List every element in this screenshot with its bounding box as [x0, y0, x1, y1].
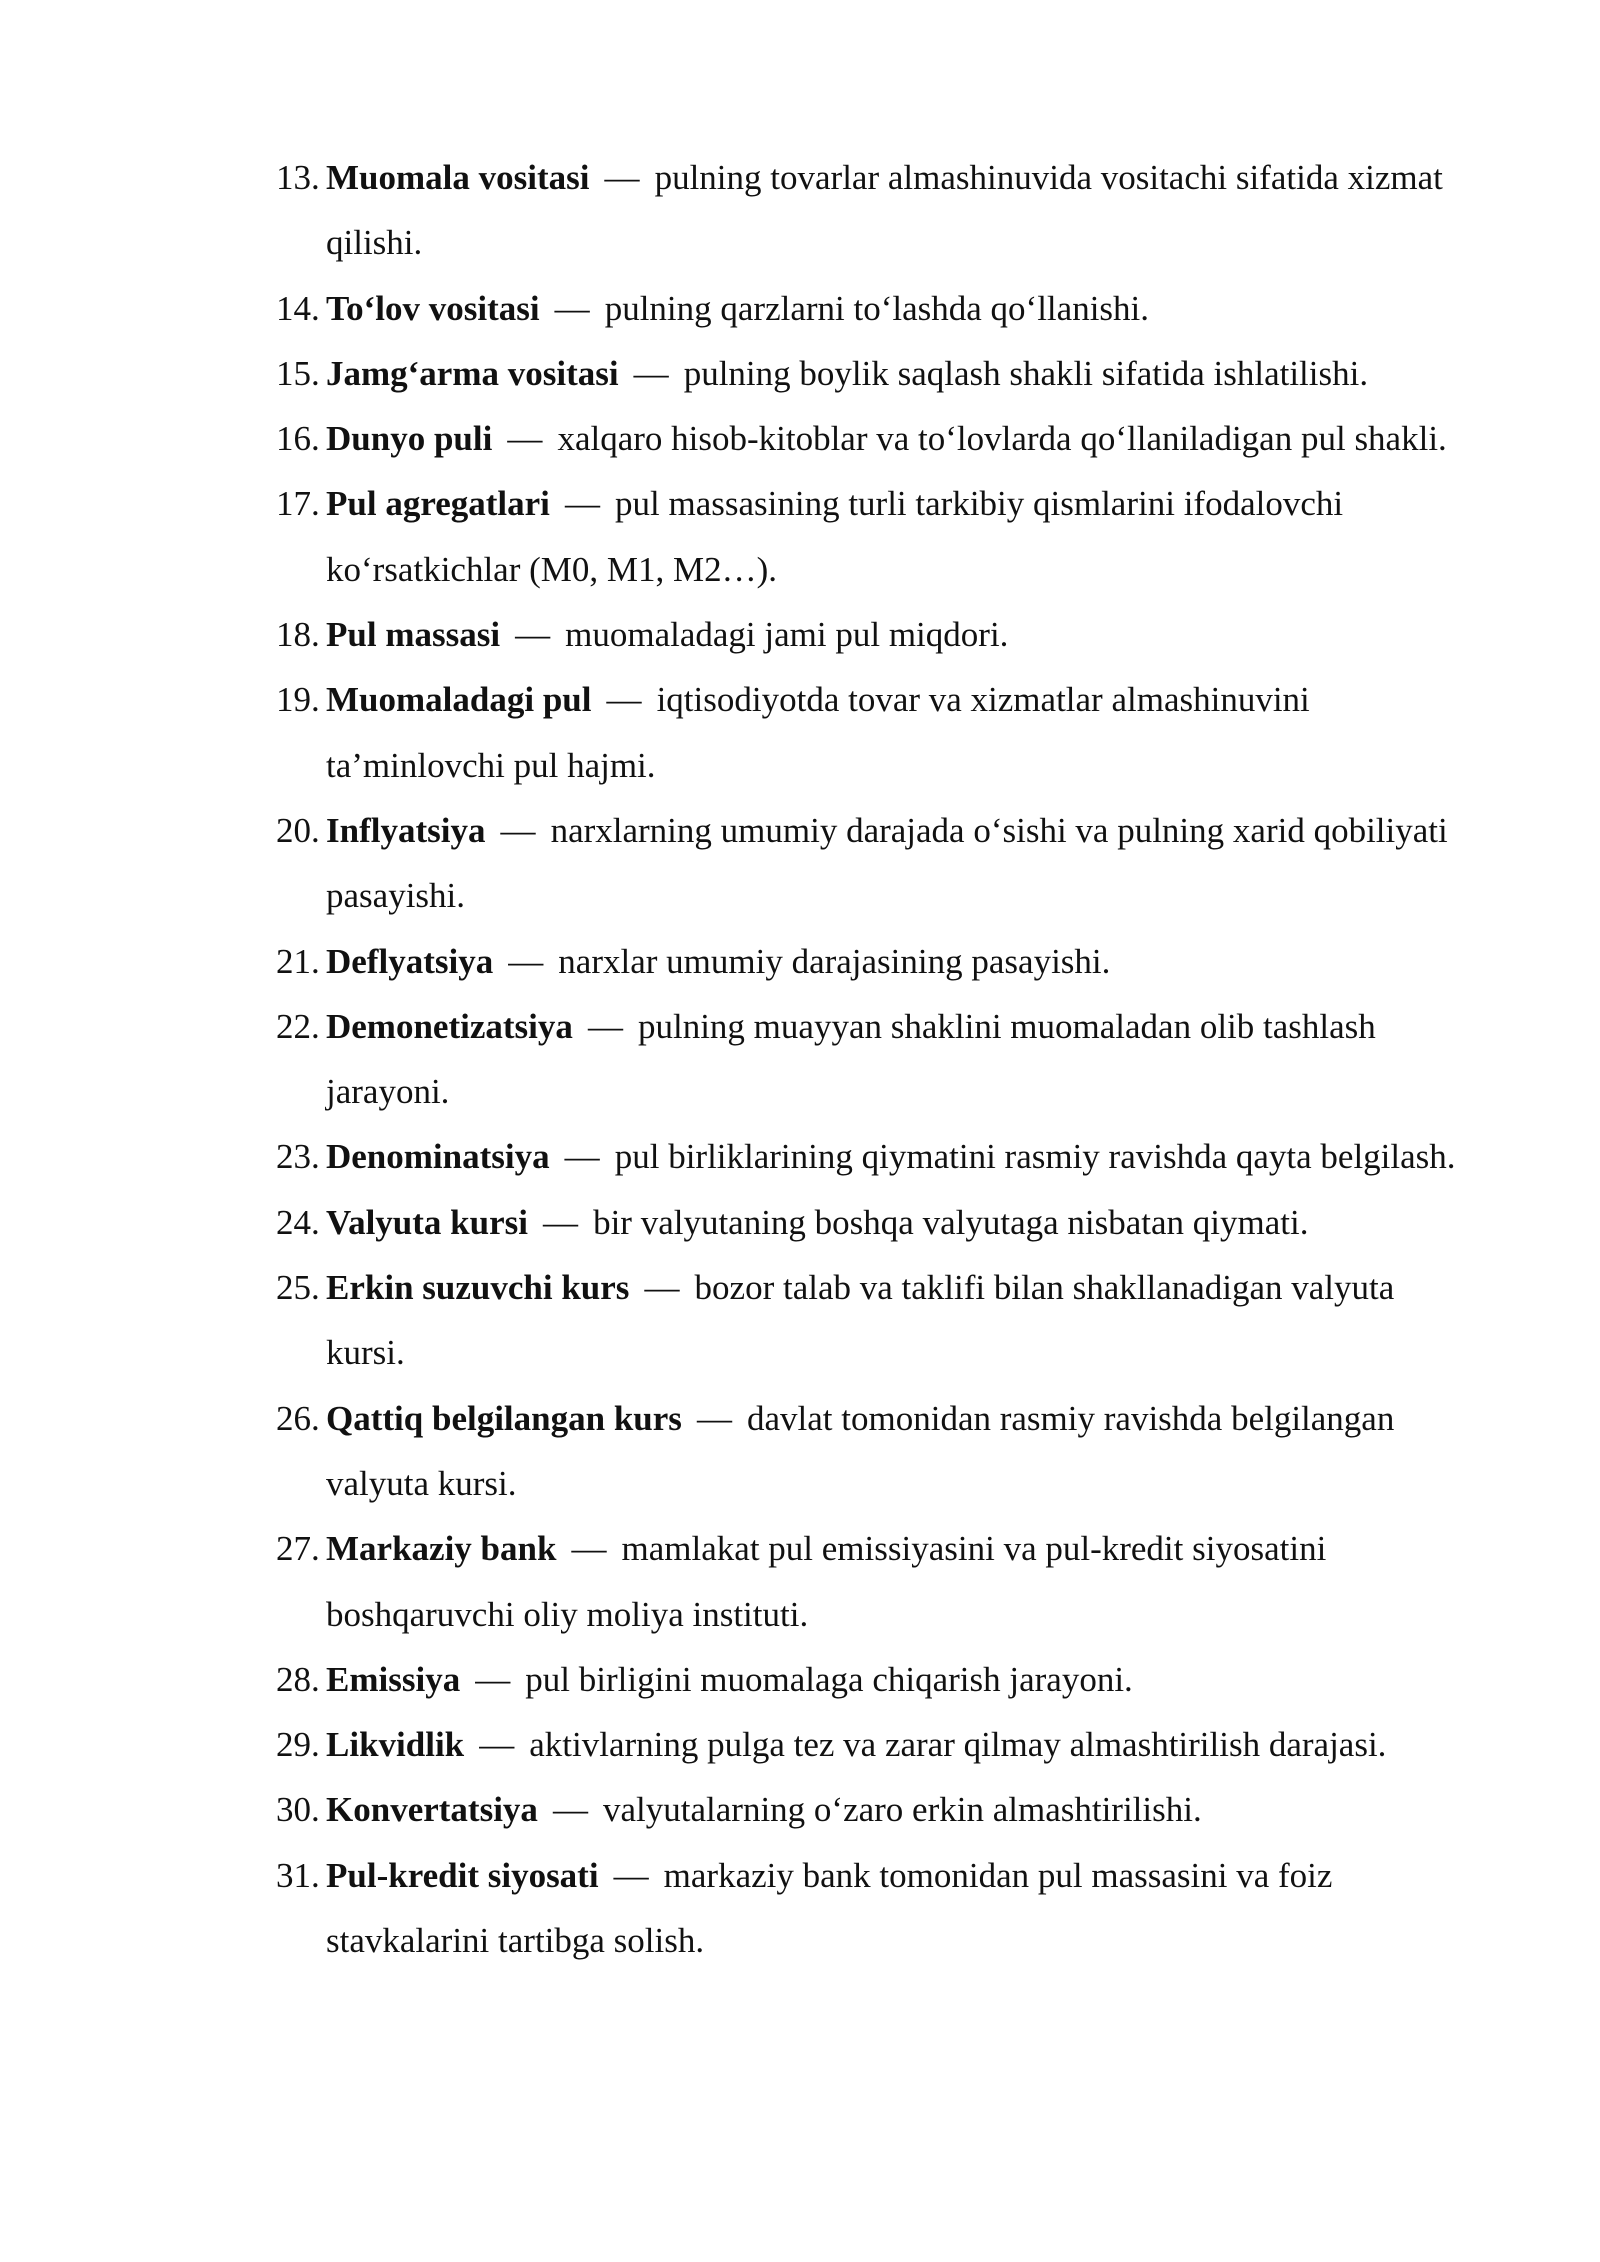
item-dash: — — [515, 615, 551, 655]
item-number: 30. — [276, 1790, 320, 1830]
item-term: Erkin suzuvchi kurs — [326, 1268, 630, 1308]
item-term: Demonetizatsiya — [326, 1006, 573, 1046]
item-dash: — — [479, 1725, 515, 1765]
item-term: Pul-kredit siyosati — [326, 1855, 599, 1895]
item-definition: narxlar umumiy darajasining pasayishi. — [558, 941, 1111, 981]
item-definition: pulning boylik saqlash shakli sifatida ishlatilishi. — [683, 353, 1369, 393]
item-number: 24. — [276, 1202, 320, 1242]
item-number: 27. — [276, 1529, 320, 1569]
glossary-item-13 — [276, 145, 1476, 276]
item-term: Valyuta kursi — [326, 1202, 528, 1242]
item-definition: pulning muayyan shaklini muomaladan olib tashlash jarayoni. — [326, 1006, 1376, 1112]
item-number: 25. — [276, 1268, 320, 1308]
item-definition: pulning tovarlar almashinuvida vositachi sifatida xizmat qilishi. — [326, 158, 1443, 263]
glossary-item-19 — [276, 667, 1476, 798]
item-term: Denominatsiya — [326, 1137, 550, 1177]
item-definition: pulning qarzlarni to‘lashda qo‘llanishi. — [604, 288, 1150, 328]
item-term: Muomala vositasi — [326, 158, 590, 197]
item-term: To‘lov vositasi — [326, 288, 540, 328]
item-number: 21. — [276, 941, 320, 981]
glossary-item-22 — [276, 994, 1476, 1125]
item-definition: xalqaro hisob-kitoblar va to‘lovlarda qo‘llaniladigan pul shakli. — [557, 419, 1447, 459]
item-dash: — — [475, 1659, 511, 1699]
item-dash: — — [571, 1529, 607, 1569]
item-term: Pul massasi — [326, 615, 501, 655]
item-definition: bir valyutaning boshqa valyutaga nisbatan qiymati. — [593, 1202, 1309, 1242]
item-number: 19. — [276, 680, 320, 720]
item-number: 28. — [276, 1659, 320, 1699]
item-dash: — — [613, 1855, 649, 1895]
item-term: Dunyo puli — [326, 419, 493, 459]
glossary-item-30 — [276, 1777, 1476, 1842]
item-definition: valyutalarning o‘zaro erkin almashtirilishi. — [603, 1790, 1202, 1830]
item-term: Markaziy bank — [326, 1529, 557, 1569]
item-definition: davlat tomonidan rasmiy ravishda belgilangan valyuta kursi. — [326, 1398, 1395, 1503]
item-dash: — — [604, 158, 640, 197]
item-term: Muomaladagi pul — [326, 680, 592, 720]
glossary-item-25 — [276, 1255, 1476, 1386]
item-definition: bozor talab va taklifi bilan shakllanadigan valyuta kursi. — [326, 1268, 1395, 1373]
item-dash: — — [500, 810, 536, 850]
item-definition: pul massasining turli tarkibiy qismlarini ifodalovchi ko‘rsatkichlar (M0, M1, M2…). — [326, 484, 1344, 589]
item-number: 31. — [276, 1855, 320, 1895]
item-definition: markaziy bank tomonidan pul massasini va foiz stavkalarini tartibga solish. — [326, 1855, 1333, 1961]
item-dash: — — [633, 353, 669, 393]
item-number: 15. — [276, 353, 320, 393]
item-dash: — — [587, 1006, 623, 1046]
item-term: Inflyatsiya — [326, 810, 486, 850]
item-number: 17. — [276, 484, 320, 524]
item-dash: — — [696, 1398, 732, 1438]
glossary-item-16 — [276, 406, 1476, 471]
glossary-item-31 — [276, 1843, 1476, 1974]
item-term: Likvidlik — [326, 1725, 465, 1765]
item-dash: — — [552, 1790, 588, 1830]
item-dash: — — [564, 1137, 600, 1177]
item-number: 18. — [276, 615, 320, 655]
item-number: 23. — [276, 1137, 320, 1177]
item-dash: — — [507, 419, 543, 459]
glossary-list — [276, 145, 1476, 1973]
glossary-item-26 — [276, 1386, 1476, 1517]
glossary-item-27 — [276, 1516, 1476, 1647]
item-definition: mamlakat pul emissiyasini va pul-kredit siyosatini boshqaruvchi oliy moliya instituti. — [326, 1529, 1327, 1634]
glossary-item-29 — [276, 1712, 1476, 1777]
item-definition: pul birligini muomalaga chiqarish jarayoni. — [525, 1659, 1133, 1699]
item-number: 16. — [276, 419, 320, 459]
glossary-item-17 — [276, 471, 1476, 602]
item-definition: aktivlarning pulga tez va zarar qilmay almashtirilish darajasi. — [529, 1725, 1387, 1765]
item-dash: — — [508, 941, 544, 981]
item-number: 13. — [276, 158, 320, 197]
item-definition: narxlarning umumiy darajada o‘sishi va pulning xarid qobiliyati pasayishi. — [326, 810, 1448, 916]
item-definition: muomaladagi jami pul miqdori. — [565, 615, 1009, 655]
item-term: Konvertatsiya — [326, 1790, 538, 1830]
glossary-item-15 — [276, 341, 1476, 406]
item-dash: — — [644, 1268, 680, 1308]
glossary-item-28 — [276, 1647, 1476, 1712]
item-dash: — — [554, 288, 590, 328]
glossary-item-20 — [276, 798, 1476, 929]
glossary-item-14 — [276, 276, 1476, 341]
glossary-item-23 — [276, 1124, 1476, 1189]
item-term: Pul agregatlari — [326, 484, 550, 524]
item-dash: — — [543, 1202, 579, 1242]
item-term: Jamg‘arma vositasi — [326, 353, 619, 393]
item-number: 20. — [276, 810, 320, 850]
item-number: 26. — [276, 1398, 320, 1438]
item-dash: — — [564, 484, 600, 524]
item-definition: pul birliklarining qiymatini rasmiy ravishda qayta belgilash. — [614, 1137, 1456, 1177]
glossary-item-24 — [276, 1190, 1476, 1255]
item-term: Emissiya — [326, 1659, 461, 1699]
item-number: 22. — [276, 1006, 320, 1046]
item-definition: iqtisodiyotda tovar va xizmatlar almashinuvini ta’minlovchi pul hajmi. — [326, 680, 1310, 785]
item-number: 14. — [276, 288, 320, 328]
item-number: 29. — [276, 1725, 320, 1765]
glossary-item-21 — [276, 929, 1476, 994]
glossary-item-18 — [276, 602, 1476, 667]
item-term: Qattiq belgilangan kurs — [326, 1398, 682, 1438]
item-dash: — — [606, 680, 642, 720]
item-term: Deflyatsiya — [326, 941, 494, 981]
